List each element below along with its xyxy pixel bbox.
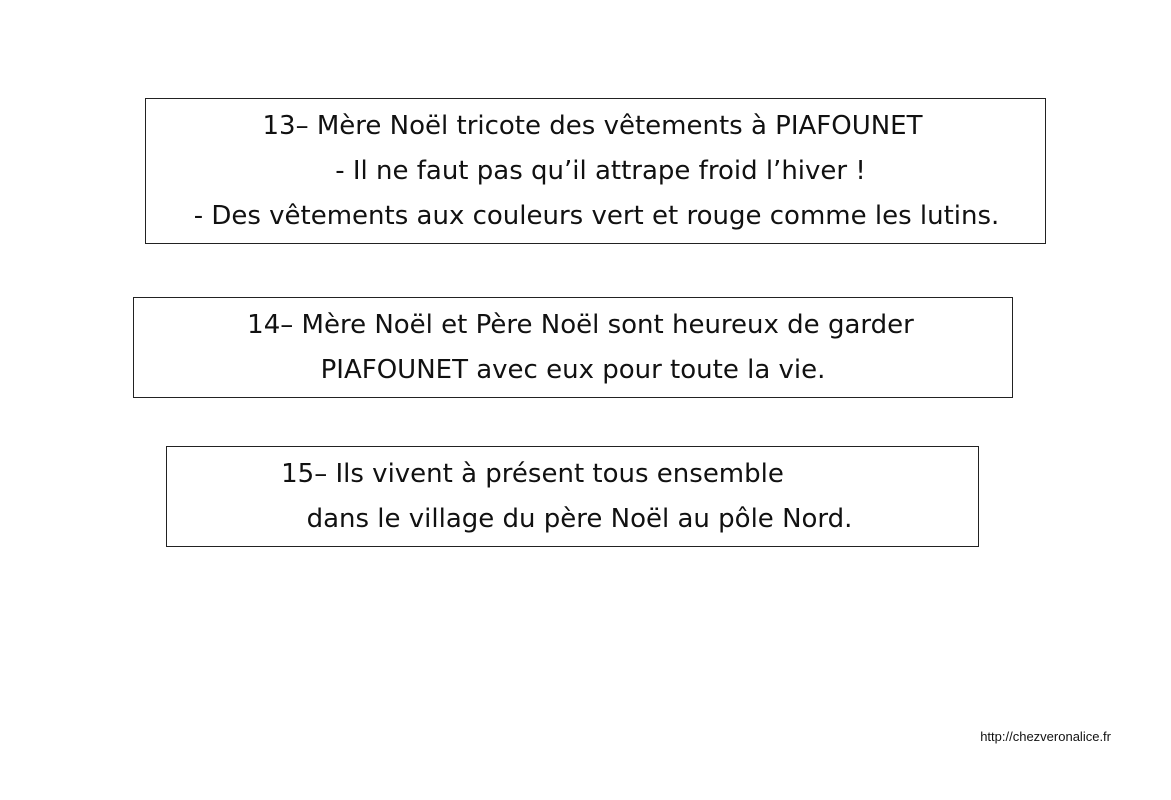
card-line: dans le village du père Noël au pôle Nord.	[306, 503, 853, 534]
card-line: 13– Mère Noël tricote des vêtements à PIAFOUNET	[262, 110, 923, 141]
card-line: - Il ne faut pas qu’il attrape froid l’hiver !	[335, 155, 866, 186]
source-url: http://chezveronalice.fr	[980, 729, 1111, 744]
card-line: - Des vêtements aux couleurs vert et rouge comme les lutins.	[193, 200, 1000, 231]
story-card-15	[166, 446, 979, 547]
story-card-14	[133, 297, 1013, 398]
story-card-13	[145, 98, 1046, 244]
card-line: 15– Ils vivent à présent tous ensemble	[281, 458, 784, 489]
card-line: 14– Mère Noël et Père Noël sont heureux de garder	[247, 309, 914, 340]
card-line: PIAFOUNET avec eux pour toute la vie.	[320, 354, 826, 385]
